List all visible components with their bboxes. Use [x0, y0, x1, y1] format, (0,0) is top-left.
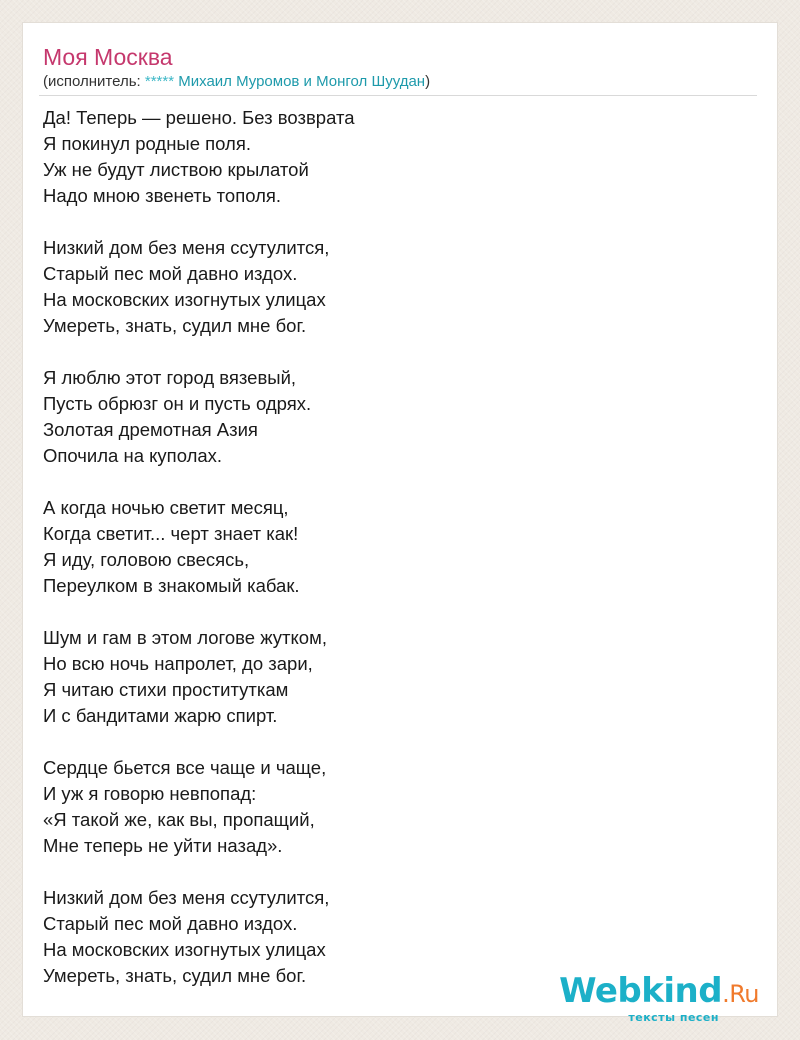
logo-wordmark [559, 973, 759, 1012]
lyrics-line: Но всю ночь напролет, до зари, [43, 653, 313, 674]
lyrics-line: Когда светит... черт знает как! [43, 523, 299, 544]
lyrics-line: На московских изогнутых улицах [43, 939, 326, 960]
lyrics-line: Сердце бьется все чаще и чаще, [43, 757, 327, 778]
lyrics-line: Опочила на куполах. [43, 445, 223, 466]
song-performer [43, 72, 430, 92]
lyrics-card [22, 22, 778, 1024]
lyrics-line: Старый пес мой давно издох. [43, 263, 298, 284]
lyrics-stanza [43, 105, 355, 209]
performer-suffix: ) [425, 73, 431, 90]
lyrics-line: Я читаю стихи проституткам [43, 679, 289, 700]
lyrics-line: Старый пес мой давно издох. [43, 913, 298, 934]
site-logo[interactable] [559, 973, 759, 1024]
lyrics-line: Надо мною звенеть тополя. [43, 185, 282, 206]
lyrics-line: «Я такой же, как вы, пропащий, [43, 809, 315, 830]
lyrics-line: Я иду, головою свесясь, [43, 549, 250, 570]
lyrics-line: Низкий дом без меня ссутулится, [43, 887, 330, 908]
logo-tld: .Ru [722, 980, 759, 1008]
artist-link[interactable]: Михаил Муромов и Монгол Шуудан [178, 73, 426, 90]
lyrics-line: И с бандитами жарю спирт. [43, 705, 278, 726]
lyrics-line: Да! Теперь — решено. Без возврата [43, 107, 355, 128]
lyrics-stanza [43, 365, 355, 469]
logo-tagline: тексты песен [628, 1011, 719, 1024]
lyrics-stanza [43, 755, 355, 859]
lyrics-line: Мне теперь не уйти назад». [43, 835, 283, 856]
lyrics-text [43, 105, 355, 1015]
title-divider [39, 95, 757, 96]
performer-prefix: (исполнитель: [43, 73, 145, 90]
lyrics-stanza [43, 625, 355, 729]
rating-stars[interactable]: ***** [144, 73, 175, 90]
lyrics-line: Уж не будут листвою крылатой [43, 159, 309, 180]
lyrics-stanza [43, 235, 355, 339]
lyrics-line: Пусть обрюзг он и пусть одрях. [43, 393, 312, 414]
lyrics-line: И уж я говорю невпопад: [43, 783, 257, 804]
lyrics-line: А когда ночью светит месяц, [43, 497, 289, 518]
lyrics-line: Я люблю этот город вязевый, [43, 367, 297, 388]
lyrics-line: На московских изогнутых улицах [43, 289, 326, 310]
lyrics-line: Умереть, знать, судил мне бог. [43, 965, 307, 986]
lyrics-line: Я покинул родные поля. [43, 133, 251, 154]
lyrics-line: Переулком в знакомый кабак. [43, 575, 300, 596]
lyrics-line: Умереть, знать, судил мне бог. [43, 315, 307, 336]
lyrics-line: Золотая дремотная Азия [43, 419, 258, 440]
logo-name: Webkind [559, 971, 723, 1011]
song-title: Моя Москва [43, 44, 173, 70]
lyrics-stanza [43, 495, 355, 599]
lyrics-line: Низкий дом без меня ссутулится, [43, 237, 330, 258]
lyrics-line: Шум и гам в этом логове жутком, [43, 627, 327, 648]
lyrics-stanza [43, 885, 355, 989]
